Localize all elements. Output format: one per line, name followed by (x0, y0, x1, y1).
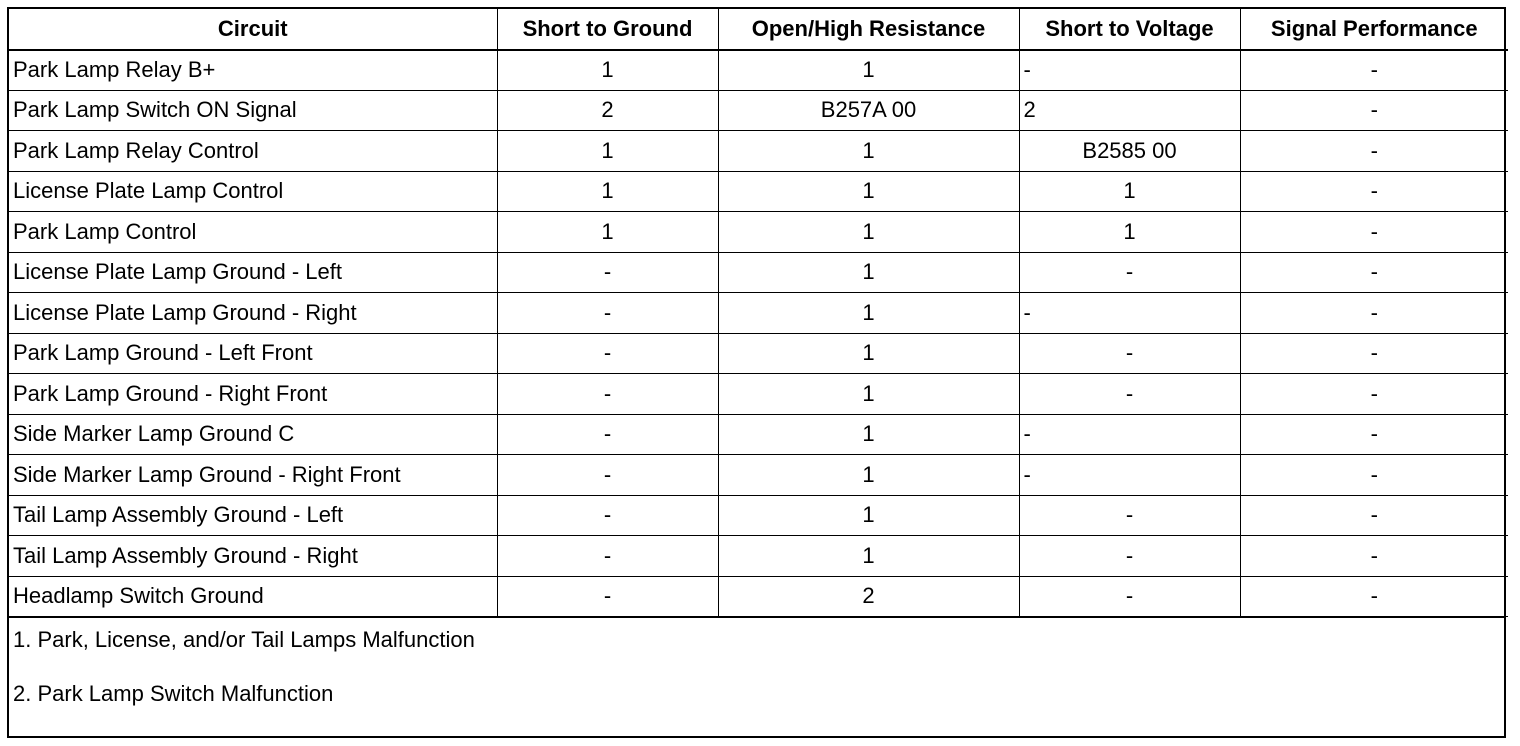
cell-signal-performance: - (1240, 333, 1508, 374)
cell-short-to-ground: - (497, 333, 718, 374)
cell-circuit: License Plate Lamp Ground - Left (9, 252, 497, 293)
cell-open-high-resistance: 1 (718, 536, 1019, 577)
cell-signal-performance: - (1240, 495, 1508, 536)
table-body (9, 50, 1508, 617)
cell-short-to-ground: - (497, 536, 718, 577)
cell-signal-performance: - (1240, 414, 1508, 455)
footnote-2: 2. Park Lamp Switch Malfunction (13, 681, 334, 706)
table-row (9, 50, 1508, 91)
cell-open-high-resistance: 1 (718, 293, 1019, 334)
cell-open-high-resistance: 1 (718, 212, 1019, 253)
cell-circuit: Side Marker Lamp Ground C (9, 414, 497, 455)
cell-circuit: Park Lamp Relay Control (9, 131, 497, 172)
cell-short-to-ground: 1 (497, 212, 718, 253)
cell-short-to-ground: 1 (497, 50, 718, 91)
cell-short-to-voltage: - (1019, 293, 1240, 334)
cell-open-high-resistance: 1 (718, 171, 1019, 212)
cell-short-to-ground: 2 (497, 90, 718, 131)
cell-short-to-voltage: - (1019, 50, 1240, 91)
cell-signal-performance: - (1240, 293, 1508, 334)
diagnostic-table-frame (7, 7, 1506, 738)
cell-open-high-resistance: 1 (718, 374, 1019, 415)
cell-short-to-voltage: - (1019, 576, 1240, 617)
header-open-high-resistance: Open/High Resistance (718, 9, 1019, 50)
cell-short-to-voltage: 2 (1019, 90, 1240, 131)
cell-short-to-ground: - (497, 252, 718, 293)
cell-short-to-ground: - (497, 293, 718, 334)
cell-open-high-resistance: 1 (718, 50, 1019, 91)
cell-short-to-voltage: - (1019, 536, 1240, 577)
cell-open-high-resistance: 1 (718, 333, 1019, 374)
cell-open-high-resistance: 1 (718, 495, 1019, 536)
cell-open-high-resistance: 1 (718, 414, 1019, 455)
table-row (9, 131, 1508, 172)
header-row (9, 9, 1508, 50)
cell-short-to-ground: - (497, 495, 718, 536)
cell-circuit: License Plate Lamp Ground - Right (9, 293, 497, 334)
cell-short-to-voltage: 1 (1019, 171, 1240, 212)
cell-short-to-voltage: - (1019, 455, 1240, 496)
table-row (9, 455, 1508, 496)
cell-signal-performance: - (1240, 374, 1508, 415)
table-row (9, 212, 1508, 253)
cell-circuit: Park Lamp Ground - Left Front (9, 333, 497, 374)
table-row (9, 374, 1508, 415)
table-row (9, 252, 1508, 293)
cell-open-high-resistance: 1 (718, 252, 1019, 293)
cell-short-to-voltage: - (1019, 414, 1240, 455)
cell-short-to-voltage: - (1019, 495, 1240, 536)
cell-short-to-ground: - (497, 374, 718, 415)
cell-short-to-ground: - (497, 455, 718, 496)
cell-circuit: License Plate Lamp Control (9, 171, 497, 212)
cell-signal-performance: - (1240, 576, 1508, 617)
cell-signal-performance: - (1240, 131, 1508, 172)
cell-circuit: Headlamp Switch Ground (9, 576, 497, 617)
cell-signal-performance: - (1240, 252, 1508, 293)
cell-signal-performance: - (1240, 455, 1508, 496)
cell-signal-performance: - (1240, 90, 1508, 131)
cell-short-to-voltage: - (1019, 252, 1240, 293)
table-row (9, 171, 1508, 212)
cell-open-high-resistance: 2 (718, 576, 1019, 617)
table-row (9, 333, 1508, 374)
cell-circuit: Park Lamp Control (9, 212, 497, 253)
header-short-to-ground: Short to Ground (497, 9, 718, 50)
cell-open-high-resistance: 1 (718, 455, 1019, 496)
cell-short-to-ground: - (497, 576, 718, 617)
header-signal-performance: Signal Performance (1240, 9, 1508, 50)
cell-short-to-ground: 1 (497, 171, 718, 212)
cell-open-high-resistance: 1 (718, 131, 1019, 172)
cell-circuit: Park Lamp Switch ON Signal (9, 90, 497, 131)
circuit-fault-table (9, 9, 1508, 617)
cell-circuit: Side Marker Lamp Ground - Right Front (9, 455, 497, 496)
cell-signal-performance: - (1240, 536, 1508, 577)
cell-open-high-resistance: B257A 00 (718, 90, 1019, 131)
table-row (9, 536, 1508, 577)
cell-signal-performance: - (1240, 171, 1508, 212)
cell-circuit: Tail Lamp Assembly Ground - Right (9, 536, 497, 577)
table-row (9, 495, 1508, 536)
cell-circuit: Tail Lamp Assembly Ground - Left (9, 495, 497, 536)
header-circuit: Circuit (9, 9, 497, 50)
footnotes (9, 617, 1504, 716)
cell-short-to-ground: 1 (497, 131, 718, 172)
cell-short-to-voltage: B2585 00 (1019, 131, 1240, 172)
header-short-to-voltage: Short to Voltage (1019, 9, 1240, 50)
table-row (9, 414, 1508, 455)
cell-short-to-voltage: - (1019, 333, 1240, 374)
cell-circuit: Park Lamp Relay B+ (9, 50, 497, 91)
cell-short-to-ground: - (497, 414, 718, 455)
cell-signal-performance: - (1240, 212, 1508, 253)
table-row (9, 90, 1508, 131)
table-row (9, 576, 1508, 617)
cell-short-to-voltage: 1 (1019, 212, 1240, 253)
cell-short-to-voltage: - (1019, 374, 1240, 415)
footnote-1: 1. Park, License, and/or Tail Lamps Malfunction (13, 627, 475, 652)
table-row (9, 293, 1508, 334)
cell-signal-performance: - (1240, 50, 1508, 91)
cell-circuit: Park Lamp Ground - Right Front (9, 374, 497, 415)
